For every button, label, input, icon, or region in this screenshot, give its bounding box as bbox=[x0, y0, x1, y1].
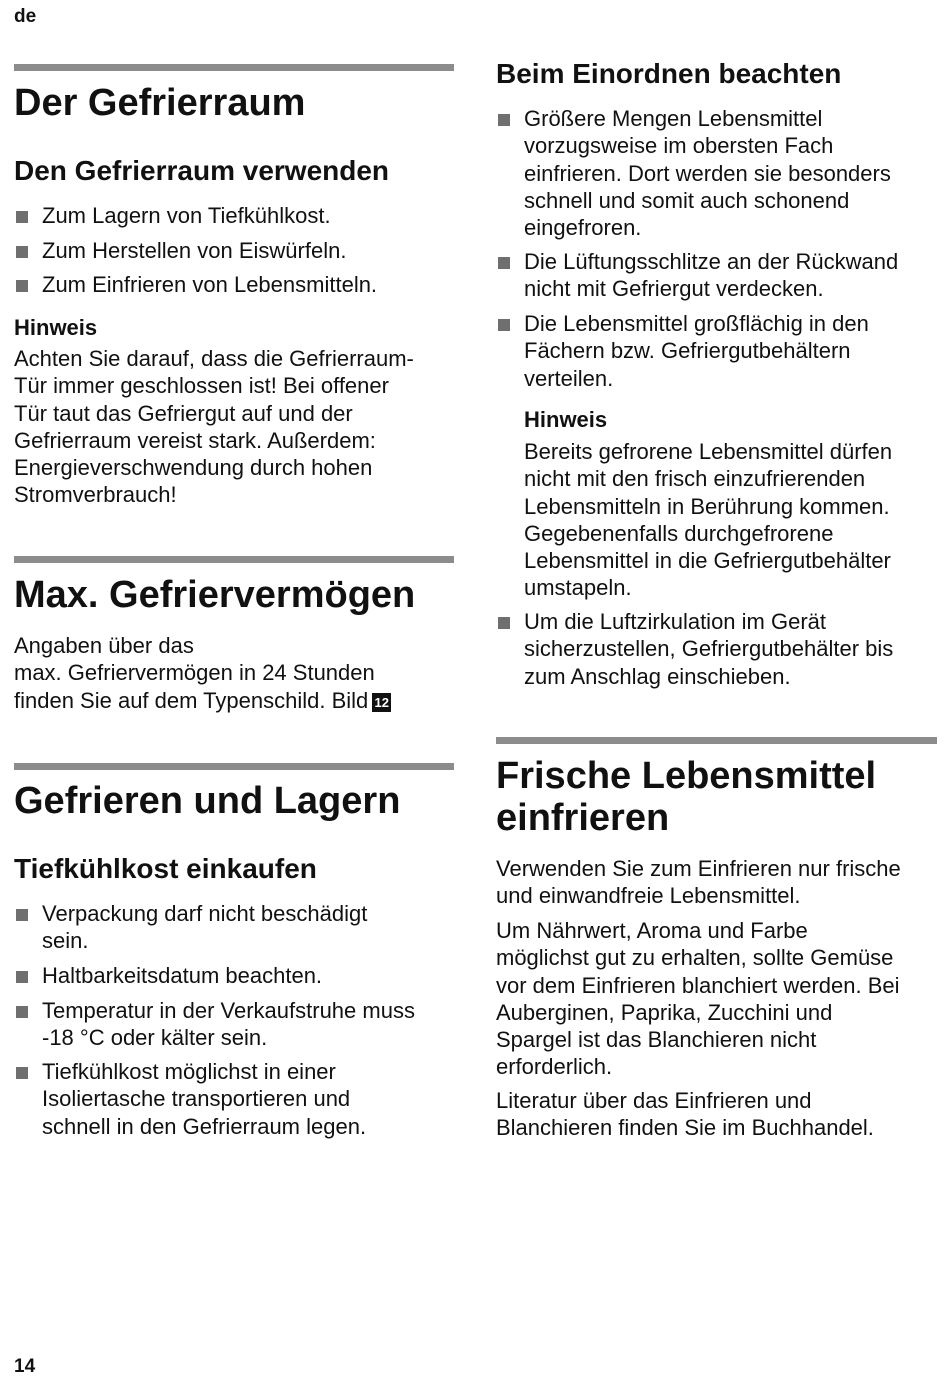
subsection-title-einordnen: Beim Einordnen beachten bbox=[496, 58, 842, 89]
bullet-square-icon bbox=[498, 257, 510, 269]
bullet-square-icon bbox=[16, 246, 28, 258]
note-heading: Hinweis bbox=[14, 315, 98, 340]
note-heading: Hinweis bbox=[524, 407, 608, 432]
list-item-text: Haltbarkeitsdatum beachten. bbox=[42, 963, 323, 988]
bullet-square-icon bbox=[16, 909, 28, 921]
bullet-square-icon bbox=[16, 971, 28, 983]
language-label: de bbox=[14, 6, 37, 27]
note-text: Bereits gefrorene Lebensmittel dürfen nicht mit den frisch einzufrierenden Lebensmitteln in Berührung kommen. Gegebenenfalls durchgefrorene Lebensmittel in die Gefriergutbehälter umstapeln. bbox=[524, 439, 893, 601]
list-item-text: Zum Lagern von Tiefkühlkost. bbox=[42, 203, 331, 228]
paragraph: Literatur über das Einfrieren und Blanchieren finden Sie im Buchhandel. bbox=[496, 1088, 874, 1141]
section-title-frische-lebensmittel: Frische Lebensmittel einfrieren bbox=[496, 755, 877, 839]
list-item-text: Tiefkühlkost möglichst in einer Isoliertasche transportieren und schnell in den Gefrierraum legen. bbox=[42, 1059, 367, 1139]
section-rule bbox=[496, 737, 937, 744]
subsection-title-verwenden: Den Gefrierraum verwenden bbox=[14, 155, 390, 186]
bullet-square-icon bbox=[498, 319, 510, 331]
bullet-square-icon bbox=[16, 1067, 28, 1079]
bullet-square-icon bbox=[498, 617, 510, 629]
section-rule bbox=[14, 64, 454, 71]
list-item-text: Zum Einfrieren von Lebensmitteln. bbox=[42, 272, 378, 297]
list-item-text: Verpackung darf nicht beschädigt sein. bbox=[42, 901, 368, 954]
list-item-text: Um die Luftzirkulation im Gerät sicherzustellen, Gefriergutbehälter bis zum Anschlag einschieben. bbox=[524, 609, 894, 689]
list-item-text: Größere Mengen Lebensmittel vorzugsweise im obersten Fach einfrieren. Dort werden sie besonders schnell und somit auch schonend eingefroren. bbox=[524, 106, 891, 241]
section-title-gefrierraum: Der Gefrierraum bbox=[14, 82, 306, 124]
bullet-square-icon bbox=[16, 211, 28, 223]
list-item-text: Temperatur in der Verkaufstruhe muss -18 °C oder kälter sein. bbox=[42, 998, 415, 1051]
list-item-text: Die Lebensmittel großflächig in den Fächern bzw. Gefriergutbehältern verteilen. bbox=[524, 311, 869, 391]
figure-reference-badge: 12 bbox=[372, 693, 391, 712]
list-item-text: Zum Herstellen von Eiswürfeln. bbox=[42, 238, 347, 263]
subsection-title-einkaufen: Tiefkühlkost einkaufen bbox=[14, 853, 317, 884]
paragraph: Angaben über das max. Gefriervermögen in 24 Stunden finden Sie auf dem Typenschild. Bild 12 bbox=[14, 632, 454, 714]
paragraph: Verwenden Sie zum Einfrieren nur frische und einwandfreie Lebensmittel. bbox=[496, 856, 901, 909]
note-text: Achten Sie darauf, dass die Gefrierraum- Tür immer geschlossen ist! Bei offener Tür taut das Gefriergut auf und der Gefrierraum vereist stark. Außerdem: Energieverschwendung durch hohen Stromverbrauch! bbox=[14, 346, 414, 508]
section-rule bbox=[14, 556, 454, 563]
section-title-gefriervermoegen: Max. Gefriervermögen bbox=[14, 574, 416, 616]
page-number: 14 bbox=[14, 1356, 36, 1377]
bullet-square-icon bbox=[16, 280, 28, 292]
section-title-gefrieren-lagern: Gefrieren und Lagern bbox=[14, 780, 401, 822]
list-item-text: Die Lüftungsschlitze an der Rückwand nicht mit Gefriergut verdecken. bbox=[524, 249, 899, 302]
paragraph: Um Nährwert, Aroma und Farbe möglichst gut zu erhalten, sollte Gemüse vor dem Einfrieren blanchiert werden. Bei Auberginen, Paprika, Zucchini und Spargel ist das Blanchieren nicht erforderlich. bbox=[496, 918, 900, 1080]
section-rule bbox=[14, 763, 454, 770]
bullet-square-icon bbox=[498, 114, 510, 126]
bullet-square-icon bbox=[16, 1006, 28, 1018]
